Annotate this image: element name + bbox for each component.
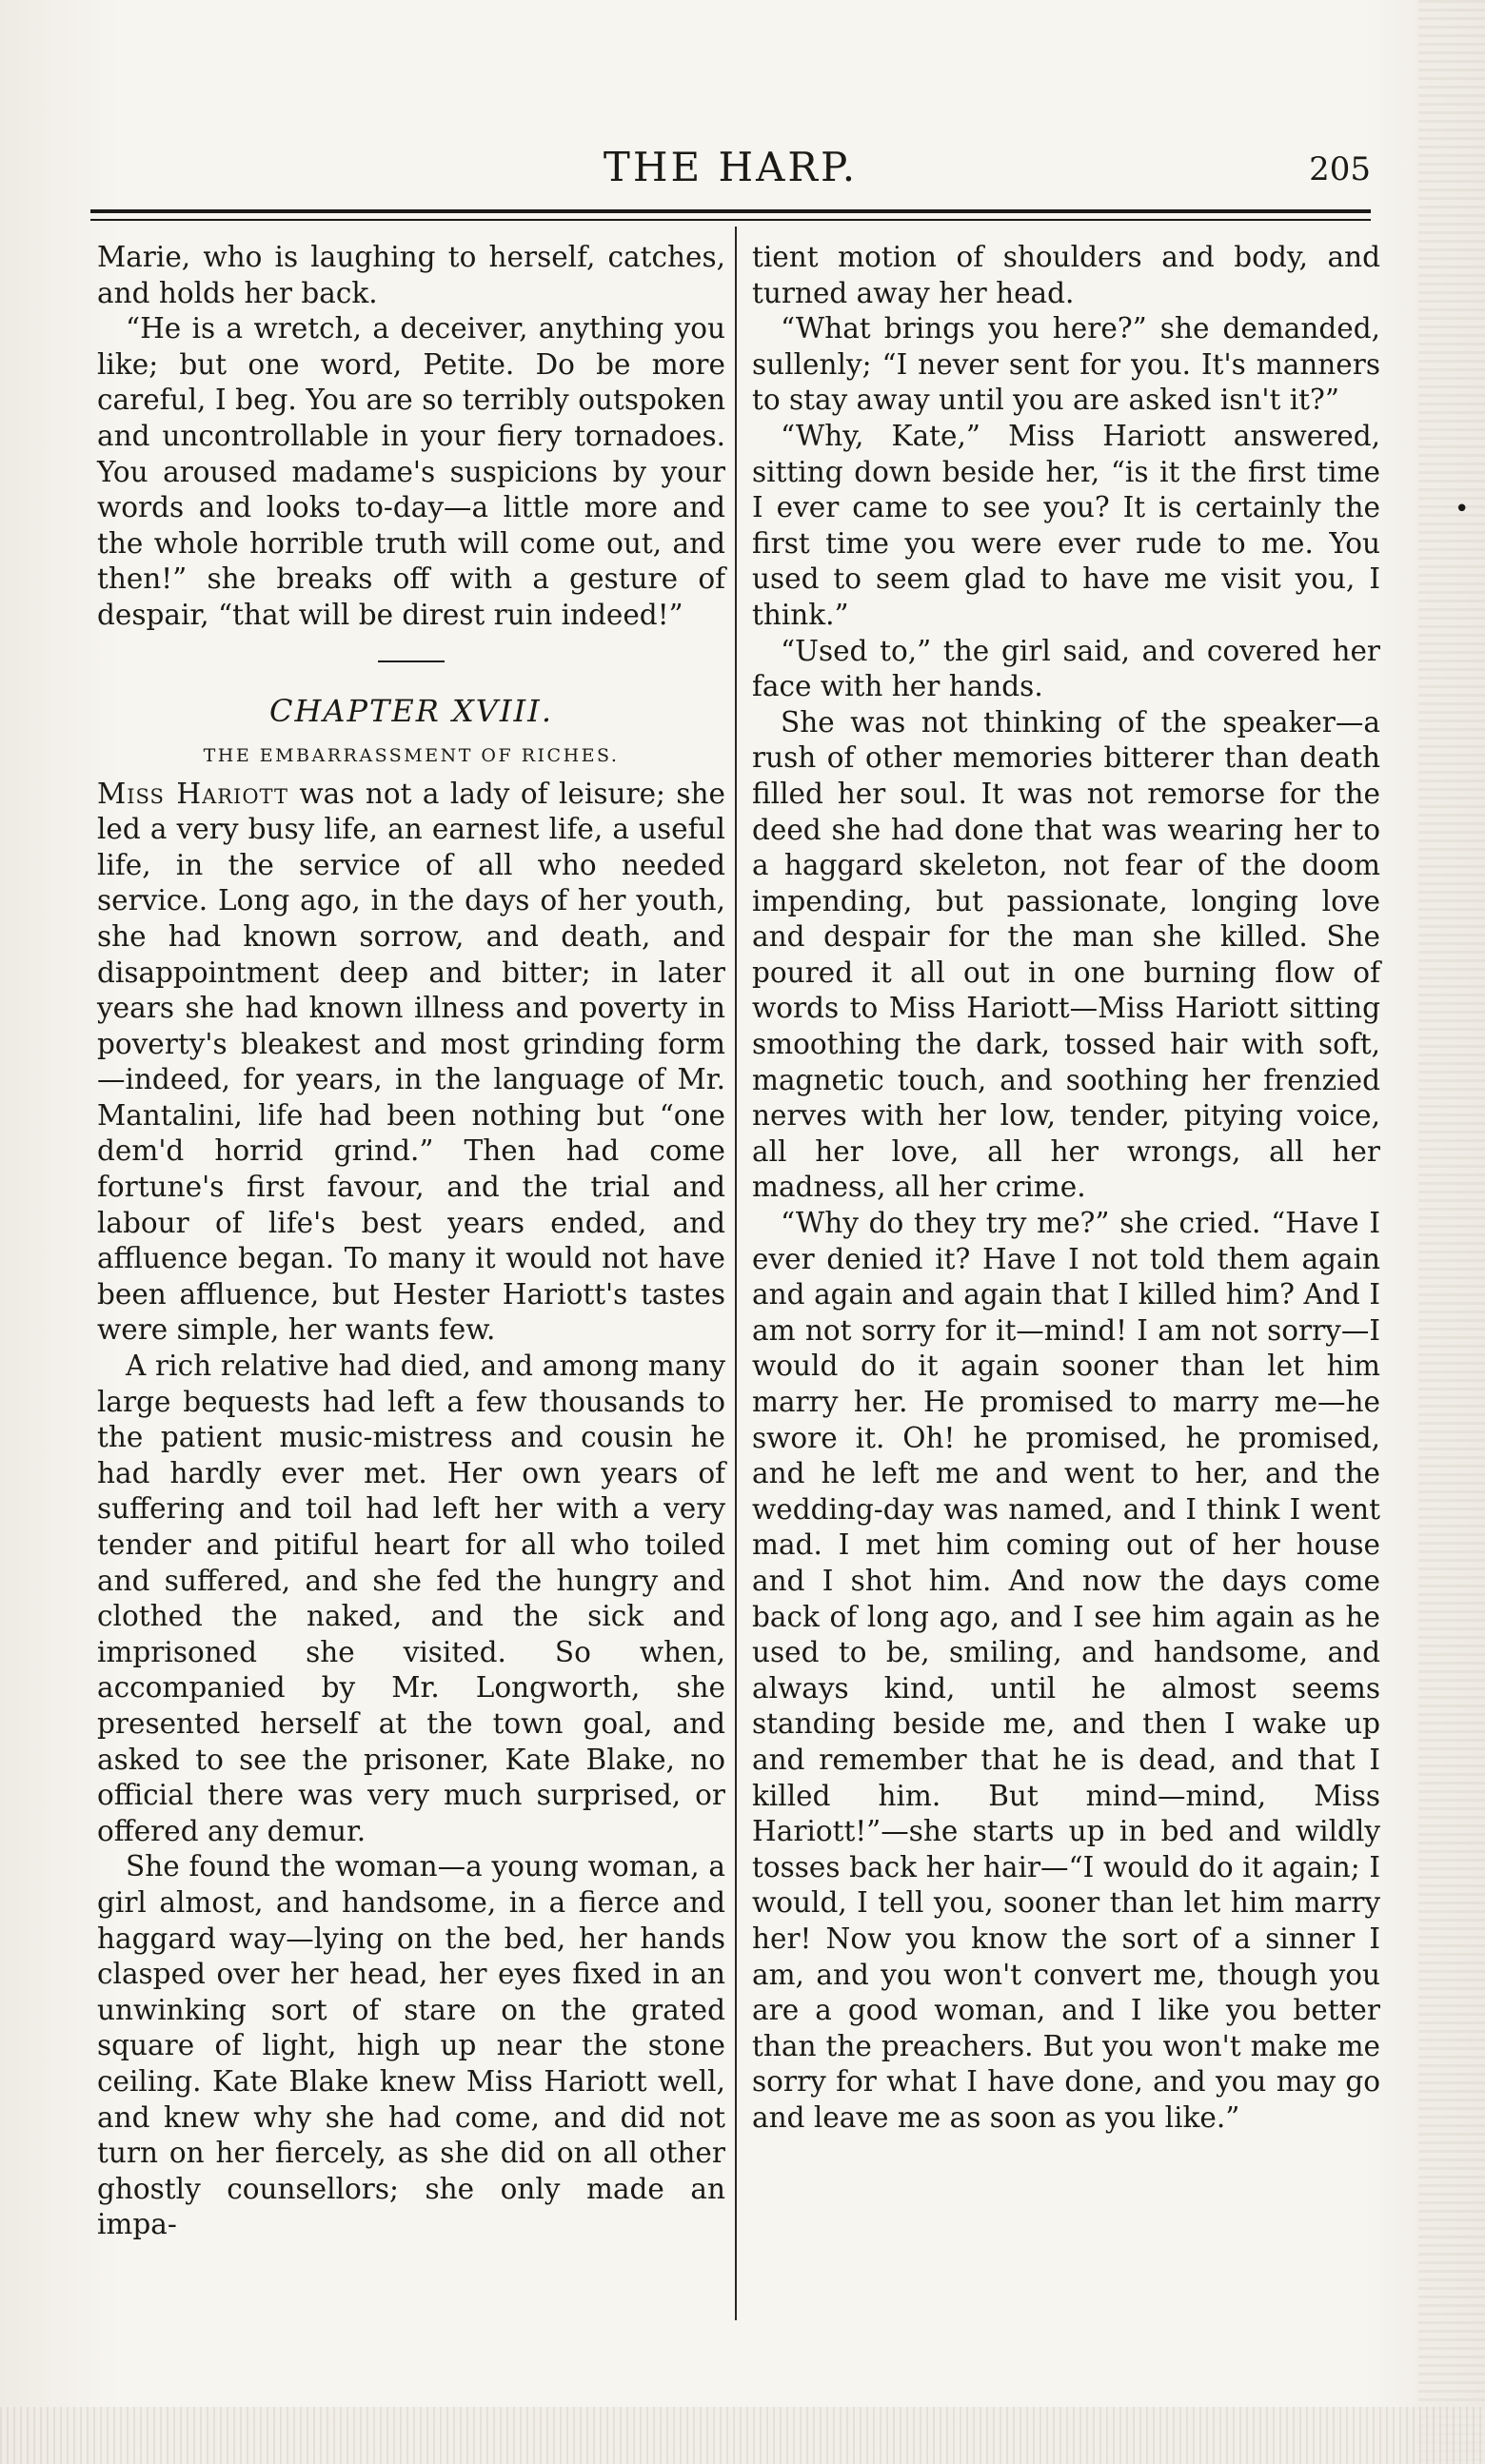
chapter-rule xyxy=(378,660,445,662)
paragraph: A rich relative had died, and among many large bequests had left a few thousands to the patient music-mistress and cousin he had hardly ever met. Her own years of suffering and toil had left her with a very tender and pitiful heart for all who toiled and suffered, and she fed the hungry and clothed the naked, and the sick and imprisoned she visited. So when, accompanied by Mr. Longworth, she presented herself at the town goal, and asked to see the prisoner, Kate Blake, no official there was very much surprised, or offered any demur. xyxy=(97,1350,725,1847)
running-head: THE HARP. xyxy=(603,144,859,190)
page-header xyxy=(90,143,1371,200)
chapter-title: CHAPTER XVIII. xyxy=(269,692,553,729)
chapter-opening-text: was not a lady of leisure; she led a very busy life, an earnest life, a useful life, in the service of all who needed service. Long ago, in the days of her youth, she had known sorrow, and death, and disappointment deep and bitter; in later years she had known illness and poverty in poverty's bleakest and most grinding form—indeed, for years, in the language of Mr. Mantalini, life had been nothing but “one dem'd horrid grind.” Then had come fortune's first favour, and the trial and labour of life's best years ended, and affluence began. To many it would not have been affluence, but Hester Hariott's tastes were simple, her wants few. xyxy=(97,777,725,1347)
left-column xyxy=(97,240,725,2243)
paragraph: She was not thinking of the speaker—a rush of other memories bitterer than death filled her soul. It was not remorse for the deed she had done that was wearing her to a haggard skeleton, not fear of the doom impending, but passionate, longing love and despair for the man she killed. She poured it all out in one burning flow of words to Miss Hariott—Miss Hariott sitting smoothing the dark, tossed hair with soft, magnetic touch, and soothing her frenzied nerves with her low, tender, pitying voice, all her love, all her wrongs, all her madness, all her crime. xyxy=(752,705,1380,1204)
chapter-opening-smallcaps: Miss Hariott xyxy=(97,777,288,810)
paragraph: She found the woman—a young woman, a girl almost, and handsome, in a fierce and haggard way—lying on the bed, her hands clasped over her head, her eyes fixed in an unwinking sort of stare on the grated square of light, high up near the stone ceiling. Kate Blake knew Miss Hariott well, and knew why she had come, and did not turn on her fiercely, as she did on all other ghostly counsellors; she only made an impa- xyxy=(97,1850,725,2241)
page-number: 205 xyxy=(1309,150,1371,188)
paragraph: “What brings you here?” she demanded, sullenly; “I never sent for you. It's manners to stay away until you are asked isn't it?” xyxy=(752,312,1380,417)
paragraph: “He is a wretch, a deceiver, anything you like; but one word, Petite. Do be more careful, I beg. You are so terribly outspoken and uncontrollable in your fiery tornadoes. You aroused madame's suspicions by your words and looks to-day—a little more and the whole horrible truth will come out, and then!” she breaks off with a gesture of despair, “that will be direst ruin indeed!” xyxy=(97,312,725,631)
paragraph: “Used to,” the girl said, and covered her face with her hands. xyxy=(752,634,1380,703)
paragraph: “Why do they try me?” she cried. “Have I ever denied it? Have I not told them again and again and again that I killed him? And I am not sorry for it—mind! I am not sorry—I would do it again sooner than let him marry her. He promised to marry me—he swore it. Oh! he promised, he promised, and he left me and went to her, and the wedding-day was named, and I think I went mad. I met him coming out of her house and I shot him. And now the days come back of long ago, and I see him again as he used to be, smiling, and handsome, and always kind, until he almost seems standing beside me, and then I wake up and remember that he is dead, and that I killed him. But mind—mind, Miss Hariott!”—she starts up in bed and wildly tosses back her hair—“I would do it again; I would, I tell you, sooner than let him marry her! Now you know the sort of a sinner I am, and you won't convert me, though you are a good woman, and I like you better than the preachers. But you won't make me sorry for what I have done, and you may go and leave me as soon as you like.” xyxy=(752,1207,1380,2134)
chapter-subtitle: THE EMBARRASSMENT OF RICHES. xyxy=(203,744,620,766)
page-edge-speckle xyxy=(1418,0,1485,2464)
column-divider xyxy=(735,227,737,2320)
header-rule-thick xyxy=(90,209,1371,213)
paragraph: “Why, Kate,” Miss Hariott answered, sitting down beside her, “is it the first time I ever came to see you? It is certainly the first time you were ever rude to me. You used to seem glad to have me visit you, I think.” xyxy=(752,419,1380,631)
right-column xyxy=(752,240,1380,2136)
paragraph-continuation: tient motion of shoulders and body, and turned away her head. xyxy=(752,241,1380,309)
page-bottom-speckle xyxy=(0,2407,1485,2464)
stray-ink-mark: • xyxy=(1455,495,1470,523)
header-rule-thin xyxy=(90,219,1371,221)
paragraph: Marie, who is laughing to herself, catches, and holds her back. xyxy=(97,241,725,309)
chapter-opening-paragraph xyxy=(97,777,725,1350)
